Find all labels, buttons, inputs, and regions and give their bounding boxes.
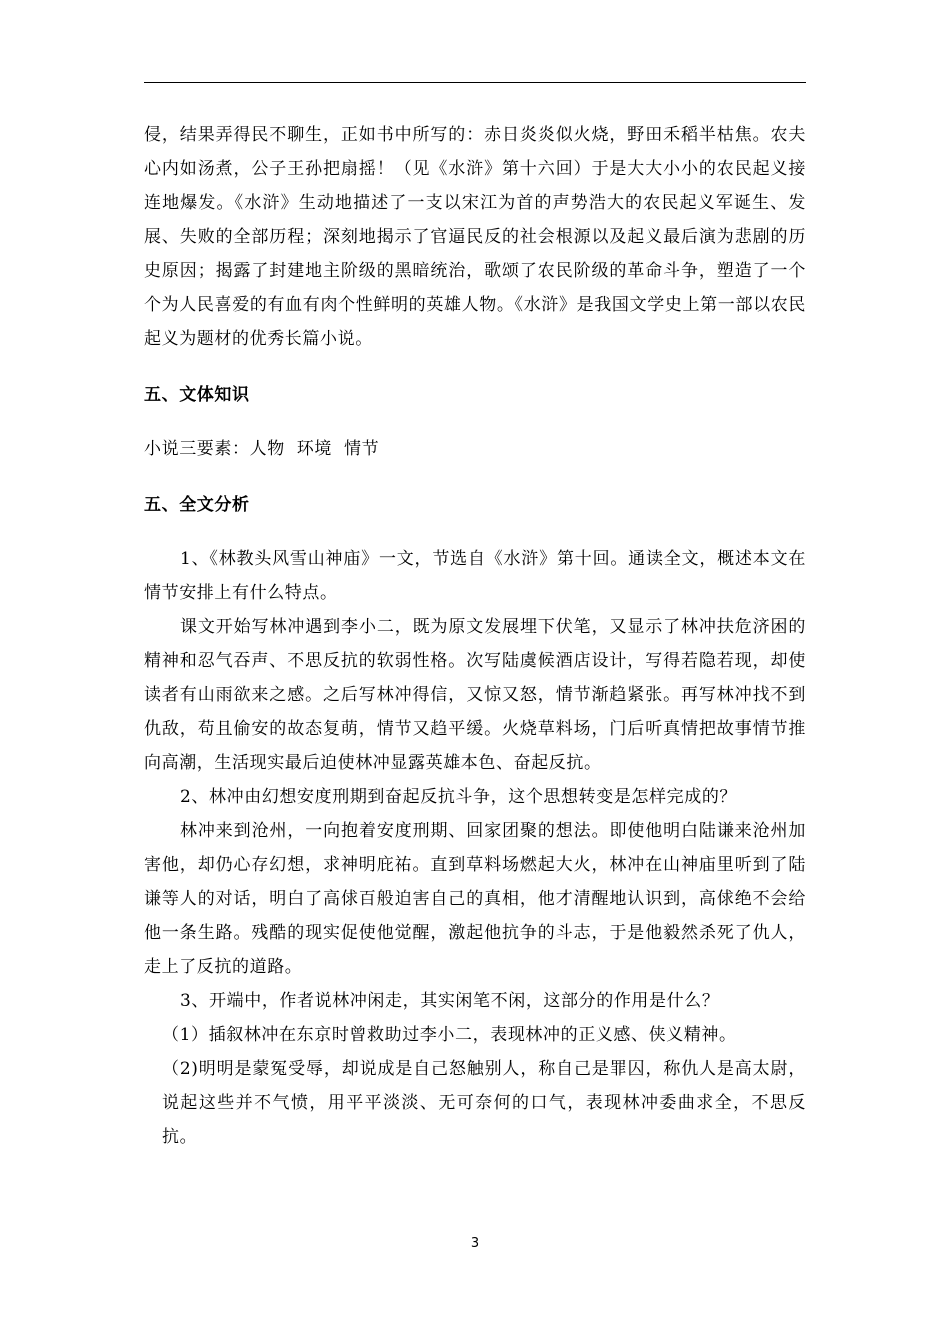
question-3: 3、开端中，作者说林冲闲走，其实闲笔不闲，这部分的作用是什么？ xyxy=(180,991,720,1011)
answer-3-point-2: （2)明明是蒙冤受辱，却说成是自己怒触别人，称自己是罪囚，称仇人是高太尉，说起这些并不气愤，用平平淡淡、无可奈何的口气，表现林冲委曲求全，不思反抗。 xyxy=(162,1059,806,1147)
intro-paragraph: 侵，结果弄得民不聊生，正如书中所写的：赤日炎炎似火烧，野田禾稻半枯焦。农夫心内如汤煮，公子王孙把扇摇！（见《水浒》第十六回）于是大大小小的农民起义接连地爆发。《水浒》生动地描述了一支以宋江为首的声势浩大的农民起义军诞生、发展、失败的全部历程；深刻地揭示了官逼民反的社会根源以及起义最后演为悲剧的历史原因；揭露了封建地主阶级的黑暗统治，歌颂了农民阶级的革命斗争，塑造了一个个为人民喜爱的有血有肉个性鲜明的英雄人物。《水浒》是我国文学史上第一部以农民起义为题材的优秀长篇小说。 xyxy=(144,125,806,349)
page-number: 3 xyxy=(470,1236,480,1251)
answer-3-point-1: （1）插叙林冲在东京时曾救助过李小二，表现林冲的正义感、侠义精神。 xyxy=(162,1025,737,1045)
genre-elements-text: 小说三要素：人物 环境 情节 xyxy=(144,439,380,459)
answer-2: 林冲来到沧州，一向抱着安度刑期、回家团聚的想法。即使他明白陆谦来沧州加害他，却仍心存幻想，求神明庇祐。直到草料场燃起大火，林冲在山神庙里听到了陆谦等人的对话，明白了高俅百般迫害自己的真相，他才清醒地认识到，高俅绝不会给他一条生路。残酷的现实促使他觉醒，激起他抗争的斗志，于是他毅然杀死了仇人，走上了反抗的道路。 xyxy=(144,821,806,977)
question-2: 2、林冲由幻想安度刑期到奋起反抗斗争，这个思想转变是怎样完成的？ xyxy=(180,787,738,807)
document-body xyxy=(144,118,806,1154)
section-heading-genre: 五、文体知识 xyxy=(144,385,250,405)
question-1: 1、《林教头风雪山神庙》一文，节选自《水浒》第十回。通读全文，概述本文在情节安排上有什么特点。 xyxy=(144,549,806,603)
answer-1: 课文开始写林冲遇到李小二，既为原文发展埋下伏笔，又显示了林冲扶危济困的精神和忍气吞声、不思反抗的软弱性格。次写陆虞候酒店设计，写得若隐若现，却使读者有山雨欲来之感。之后写林冲得信，又惊又怒，情节渐趋紧张。再写林冲找不到仇敌，苟且偷安的故态复萌，情节又趋平缓。火烧草料场，门后听真情把故事情节推向高潮，生活现实最后迫使林冲显露英雄本色、奋起反抗。 xyxy=(144,617,806,773)
header-rule xyxy=(144,82,806,83)
section-heading-analysis: 五、全文分析 xyxy=(144,495,250,515)
